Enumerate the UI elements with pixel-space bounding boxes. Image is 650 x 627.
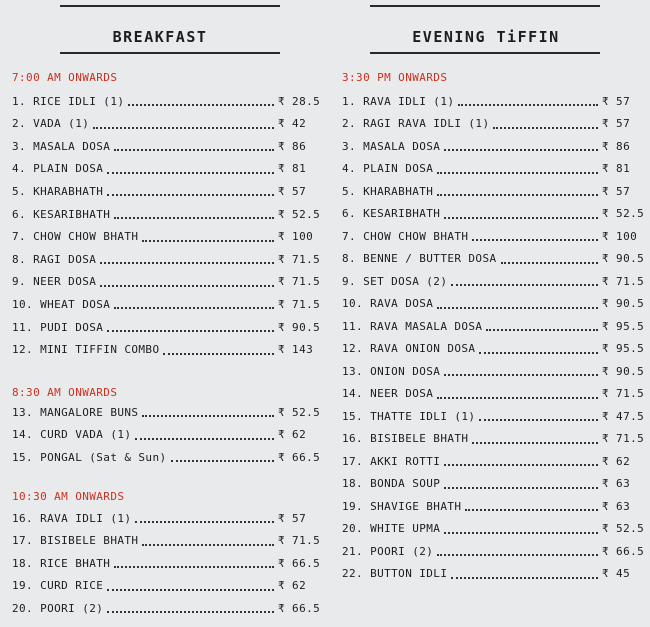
menu-item: [12, 90, 321, 112]
menu-item: [12, 530, 321, 552]
price-wrap: [278, 512, 318, 525]
menu-item-name: 10. RAVA DOSA: [342, 297, 434, 310]
leader-dots: [114, 566, 274, 568]
leader-dots: [135, 438, 274, 440]
menu-item: [342, 135, 642, 157]
leader-dots: [107, 172, 274, 174]
menu-item-name: 14. NEER DOSA: [342, 387, 434, 400]
menu-item-name: 4. PLAIN DOSA: [12, 162, 104, 176]
price-wrap: [602, 252, 645, 265]
menu-item: [12, 271, 321, 293]
price-wrap: [602, 342, 645, 355]
price-wrap: [602, 274, 645, 288]
menu-item-price: ₹ 71.5: [278, 534, 321, 548]
price-wrap: [278, 185, 318, 198]
section-title-330pm: 3:30 PM ONWARDS: [342, 71, 448, 84]
section-title-830am: 8:30 AM ONWARDS: [12, 386, 118, 399]
price-wrap: [602, 409, 645, 423]
menu-item-name: 14. CURD VADA (1): [12, 428, 132, 442]
leader-dots: [142, 544, 274, 546]
breakfast-header: [0, 0, 320, 64]
menu-item: [342, 338, 645, 360]
price-wrap: [278, 117, 318, 130]
menu-item-price: ₹ 95.5: [602, 319, 645, 333]
menu-item: [342, 428, 645, 450]
price-wrap: [602, 319, 645, 333]
menu-item-price: ₹ 63: [602, 499, 631, 513]
breakfast-title: BREAKFAST: [112, 28, 208, 46]
menu-item-name: 17. BISIBELE BHATH: [12, 534, 139, 548]
leader-dots: [128, 104, 274, 106]
leader-dots: [107, 330, 274, 332]
menu-item-name: 10. WHEAT DOSA: [12, 297, 111, 311]
menu-item-name: 15. PONGAL (Sat & Sun): [12, 450, 167, 464]
leader-dots: [444, 374, 598, 376]
menu-item: [342, 405, 645, 427]
price-wrap: [278, 601, 321, 615]
leader-dots: [486, 329, 598, 331]
leader-dots: [444, 217, 598, 219]
price-wrap: [278, 556, 321, 570]
leader-dots: [100, 285, 274, 287]
menu-item: [12, 507, 318, 529]
menu-item-price: ₹ 66.5: [278, 601, 321, 615]
menu-item-price: ₹ 71.5: [278, 275, 321, 289]
price-wrap: [278, 162, 318, 175]
menu-item: [342, 360, 645, 382]
leader-dots: [114, 217, 274, 219]
leader-dots: [458, 104, 598, 106]
menu-item-price: ₹ 57: [278, 184, 307, 198]
leader-dots: [114, 307, 274, 309]
price-wrap: [278, 450, 321, 464]
menu-item-name: 6. KESARIBHATH: [12, 207, 111, 221]
leader-dots: [437, 554, 598, 556]
price-wrap: [602, 207, 645, 220]
leader-dots: [444, 464, 598, 466]
menu-item-price: ₹ 52.5: [602, 522, 645, 535]
menu-item-price: ₹ 71.5: [602, 274, 645, 288]
menu-item-price: ₹ 63: [602, 477, 631, 490]
menu-item: [342, 473, 642, 495]
breakfast-top-rule: [60, 5, 280, 7]
menu-item: [12, 113, 318, 135]
evening-column: [330, 0, 645, 580]
leader-dots: [444, 149, 598, 151]
leader-dots: [171, 460, 275, 462]
leader-dots: [451, 284, 598, 286]
price-wrap: [278, 252, 321, 266]
price-wrap: [602, 185, 642, 198]
price-wrap: [602, 95, 642, 108]
leader-dots: [479, 419, 598, 421]
menu-item-price: ₹ 57: [602, 94, 631, 108]
leader-dots: [444, 487, 598, 489]
menu-item-price: ₹ 90.5: [278, 320, 321, 334]
menu-item-name: 15. THATTE IDLI (1): [342, 409, 476, 423]
price-wrap: [602, 432, 645, 445]
leader-dots: [107, 611, 274, 613]
menu-item-price: ₹ 90.5: [602, 364, 645, 378]
menu-item: [12, 446, 321, 468]
menu-item-name: 8. BENNE / BUTTER DOSA: [342, 252, 497, 265]
menu-item: [12, 226, 318, 248]
leader-dots: [437, 397, 598, 399]
menu-item: [342, 248, 645, 270]
leader-dots: [437, 307, 598, 309]
menu-item: [342, 315, 645, 337]
price-wrap: [278, 230, 318, 243]
leader-dots: [493, 127, 598, 129]
price-wrap: [278, 140, 318, 153]
menu-item-price: ₹ 66.5: [602, 544, 645, 558]
menu-item-name: 13. MANGALORE BUNS: [12, 405, 139, 419]
price-wrap: [602, 364, 645, 378]
menu-item-price: ₹ 95.5: [602, 342, 645, 355]
menu-item-price: ₹ 52.5: [278, 207, 321, 221]
menu-item-name: 16. RAVA IDLI (1): [12, 511, 132, 525]
price-wrap: [278, 94, 321, 108]
menu-item: [12, 316, 321, 338]
menu-item: [342, 563, 642, 585]
menu-item-name: 5. KHARABHATH: [12, 184, 104, 198]
breakfast-rule: [60, 52, 280, 54]
price-wrap: [602, 500, 642, 513]
menu-item-name: 7. CHOW CHOW BHATH: [342, 229, 469, 243]
menu-item-name: 18. RICE BHATH: [12, 556, 111, 570]
menu-item: [342, 203, 645, 225]
price-wrap: [602, 567, 642, 580]
menu-item-name: 16. BISIBELE BHATH: [342, 432, 469, 445]
breakfast-column: [0, 0, 321, 615]
leader-dots: [437, 172, 598, 174]
menu-item-price: ₹ 57: [278, 511, 307, 525]
evening-top-rule: [370, 5, 600, 7]
menu-item-name: 12. RAVA ONION DOSA: [342, 342, 476, 355]
evening-title: EVENING TiFFIN: [412, 28, 560, 46]
section-title-7am: 7:00 AM ONWARDS: [12, 71, 118, 84]
price-wrap: [278, 579, 318, 592]
price-wrap: [278, 275, 321, 289]
menu-item-price: ₹ 66.5: [278, 450, 321, 464]
leader-dots: [93, 127, 274, 129]
menu-item-name: 2. RAGI RAVA IDLI (1): [342, 117, 490, 130]
price-wrap: [602, 117, 642, 130]
menu-item-price: ₹ 52.5: [278, 405, 321, 419]
menu-item-price: ₹ 62: [602, 454, 631, 468]
leader-dots: [451, 577, 598, 579]
leader-dots: [437, 194, 598, 196]
menu-item: [12, 180, 318, 202]
menu-item: [12, 158, 318, 180]
menu-item-name: 4. PLAIN DOSA: [342, 162, 434, 175]
price-wrap: [602, 544, 645, 558]
menu-item: [12, 597, 321, 619]
price-wrap: [278, 428, 318, 441]
leader-dots: [501, 262, 599, 264]
menu-item: [342, 540, 645, 562]
menu-item-name: 13. ONION DOSA: [342, 364, 441, 378]
menu-item-name: 21. POORI (2): [342, 544, 434, 558]
menu-item-name: 19. CURD RICE: [12, 579, 104, 593]
price-wrap: [602, 140, 642, 153]
menu-item-price: ₹ 71.5: [278, 252, 321, 266]
menu-item-price: ₹ 71.5: [602, 387, 645, 400]
menu-item: [342, 113, 642, 135]
menu-item: [342, 180, 642, 202]
price-wrap: [278, 297, 321, 311]
leader-dots: [142, 415, 274, 417]
price-wrap: [278, 343, 318, 356]
menu-item-name: 18. BONDA SOUP: [342, 477, 441, 490]
menu-item: [342, 158, 642, 180]
menu-item: [12, 135, 318, 157]
price-wrap: [602, 455, 642, 468]
menu-item-price: ₹ 57: [602, 184, 631, 198]
menu-item-price: ₹ 86: [278, 139, 307, 153]
menu-item-price: ₹ 81: [278, 162, 307, 176]
price-wrap: [602, 162, 642, 175]
menu-item-name: 3. MASALA DOSA: [342, 139, 441, 153]
menu-item-price: ₹ 57: [602, 117, 631, 130]
menu-item-name: 11. RAVA MASALA DOSA: [342, 319, 483, 333]
menu-item-name: 1. RICE IDLI (1): [12, 94, 125, 108]
menu-item-price: ₹ 66.5: [278, 556, 321, 570]
menu-item-price: ₹ 45: [602, 567, 631, 580]
leader-dots: [444, 532, 598, 534]
menu-item-name: 8. RAGI DOSA: [12, 252, 97, 266]
menu-item-name: 7. CHOW CHOW BHATH: [12, 230, 139, 244]
menu-item-name: 11. PUDI DOSA: [12, 320, 104, 334]
menu-item-name: 9. NEER DOSA: [12, 275, 97, 289]
price-wrap: [278, 207, 321, 221]
menu-item-price: ₹ 62: [278, 579, 307, 593]
leader-dots: [163, 353, 274, 355]
price-wrap: [278, 534, 321, 548]
menu-item-name: 20. POORI (2): [12, 601, 104, 615]
menu-item-name: 17. AKKI ROTTI: [342, 454, 441, 468]
menu-item-name: 12. MINI TIFFIN COMBO: [12, 343, 160, 357]
evening-header: [330, 0, 642, 64]
menu-item-price: ₹ 100: [602, 229, 638, 243]
price-wrap: [602, 522, 645, 535]
price-wrap: [602, 387, 645, 400]
menu-item-name: 9. SET DOSA (2): [342, 274, 448, 288]
price-wrap: [602, 477, 642, 490]
menu-item: [342, 495, 642, 517]
menu-item: [12, 575, 318, 597]
leader-dots: [465, 509, 598, 511]
menu-item-price: ₹ 52.5: [602, 207, 645, 220]
menu-item-price: ₹ 90.5: [602, 297, 645, 310]
menu-item: [12, 401, 321, 423]
menu-item: [12, 248, 321, 270]
leader-dots: [107, 194, 274, 196]
menu-item: [342, 90, 642, 112]
leader-dots: [479, 352, 598, 354]
leader-dots: [107, 589, 274, 591]
menu-item-name: 19. SHAVIGE BHATH: [342, 499, 462, 513]
menu-item-price: ₹ 28.5: [278, 94, 321, 108]
price-wrap: [602, 230, 642, 243]
menu-item-price: ₹ 62: [278, 428, 307, 442]
menu-item: [342, 293, 645, 315]
menu-item-name: 2. VADA (1): [12, 117, 90, 131]
menu-item-price: ₹ 81: [602, 162, 631, 175]
menu-item-name: 1. RAVA IDLI (1): [342, 94, 455, 108]
leader-dots: [100, 262, 274, 264]
menu-item-name: 20. WHITE UPMA: [342, 522, 441, 535]
leader-dots: [114, 149, 274, 151]
menu-item-name: 22. BUTTON IDLI: [342, 567, 448, 580]
menu-item-price: ₹ 86: [602, 139, 631, 153]
menu-item: [12, 339, 318, 361]
menu-item: [342, 450, 642, 472]
menu-item-price: ₹ 100: [278, 230, 314, 244]
leader-dots: [135, 521, 274, 523]
price-wrap: [278, 405, 321, 419]
price-wrap: [278, 320, 321, 334]
evening-rule: [370, 52, 600, 54]
menu-item: [342, 518, 645, 540]
menu-item: [12, 293, 321, 315]
menu-item-price: ₹ 47.5: [602, 409, 645, 423]
leader-dots: [472, 442, 598, 444]
leader-dots: [142, 240, 274, 242]
section-title-1030am: 10:30 AM ONWARDS: [12, 490, 125, 503]
leader-dots: [472, 239, 598, 241]
menu-item: [12, 552, 321, 574]
menu-item-price: ₹ 71.5: [278, 297, 321, 311]
menu-item: [342, 225, 642, 247]
menu-item-name: 3. MASALA DOSA: [12, 139, 111, 153]
menu-item: [342, 383, 645, 405]
menu-item-price: ₹ 71.5: [602, 432, 645, 445]
menu-item: [12, 203, 321, 225]
menu-item: [342, 270, 645, 292]
menu-item-name: 6. KESARIBHATH: [342, 207, 441, 220]
menu-item-price: ₹ 143: [278, 343, 314, 357]
menu-item-price: ₹ 90.5: [602, 252, 645, 265]
menu-item-price: ₹ 42: [278, 117, 307, 131]
price-wrap: [602, 297, 645, 310]
menu-item: [12, 424, 318, 446]
menu-item-name: 5. KHARABHATH: [342, 184, 434, 198]
